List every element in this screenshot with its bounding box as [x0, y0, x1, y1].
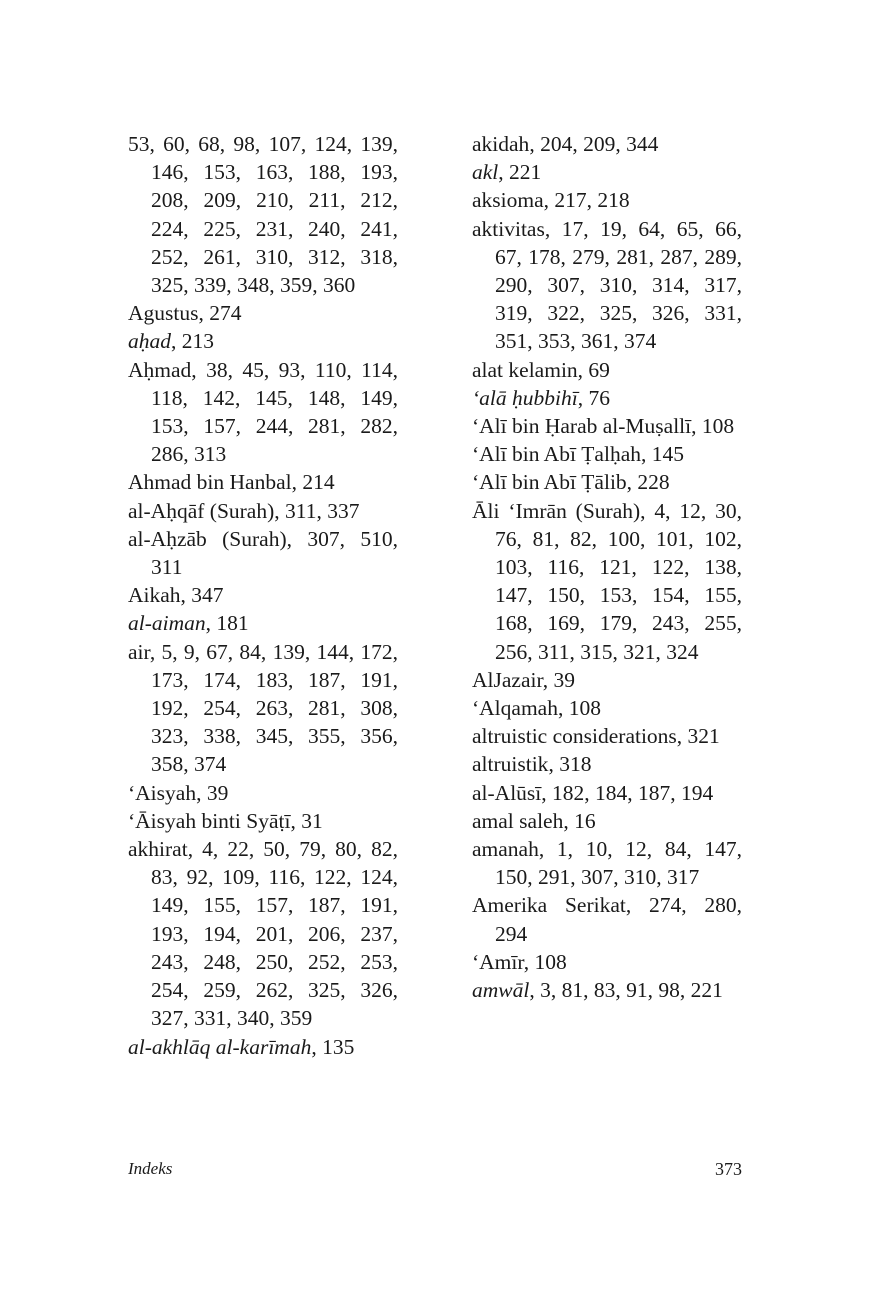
index-entry	[472, 186, 742, 214]
index-term: al-Aḥqāf (Surah)	[128, 498, 275, 523]
index-term: ‘Amīr	[472, 949, 524, 974]
index-entry	[472, 891, 742, 947]
index-term: ‘Alī bin Ḥarab al-Muṣallī	[472, 414, 692, 439]
index-term: al-aiman	[128, 611, 206, 636]
index-pages: , 182, 184, 187, 194	[541, 780, 714, 805]
index-entry	[472, 722, 742, 750]
index-term: Ahmad bin Hanbal	[128, 470, 292, 495]
index-term: al-Aḥzāb (Surah)	[128, 526, 287, 551]
index-entry	[472, 976, 742, 1004]
index-term: aksioma	[472, 188, 544, 213]
index-pages: , 39	[542, 667, 576, 692]
index-pages: , 69	[577, 357, 610, 382]
index-term: aḥad	[128, 329, 171, 354]
index-term: alat kelamin	[472, 357, 578, 382]
index-term: ‘Āisyah binti Syāṭī	[128, 808, 291, 833]
index-pages: , 1, 10, 12, 84, 147, 150, 291, 307, 310, 317	[495, 837, 742, 890]
index-entry	[472, 694, 742, 722]
index-term: altruistic considerations	[472, 724, 677, 749]
index-pages: , 217, 218	[543, 188, 630, 213]
index-pages: , 4, 22, 50, 79, 80, 82, 83, 92, 109, 116, 122, 124, 149, 155, 157, 187, 191, 193, 194, 201, 206, 237, 243, 248, 250, 252, 253, 254, 259, 262, 325, 326, 327, 331, 340, 359	[151, 837, 398, 1031]
index-entry	[128, 299, 398, 327]
index-entry	[472, 948, 742, 976]
index-entry	[128, 356, 398, 469]
index-pages: , 3, 81, 83, 91, 98, 221	[529, 978, 723, 1003]
index-pages: , 38, 45, 93, 110, 114, 118, 142, 145, 148, 149, 153, 157, 244, 281, 282, 286, 313	[151, 357, 398, 467]
index-entry	[472, 158, 742, 186]
index-term: akl	[472, 160, 499, 185]
index-pages: , 228	[626, 470, 670, 495]
index-pages: , 318	[548, 752, 592, 777]
index-entry	[128, 609, 398, 637]
index-pages: , 135	[311, 1034, 355, 1059]
index-entry	[472, 356, 742, 384]
index-term: akidah	[472, 132, 530, 156]
index-entry	[472, 412, 742, 440]
index-pages: , 39	[196, 780, 229, 805]
index-pages: , 145	[641, 442, 684, 467]
index-entry	[128, 581, 398, 609]
index-pages: , 204, 209, 344	[529, 132, 659, 156]
index-term: ‘Alī bin Abī Ṭalḥah	[472, 442, 641, 467]
index-pages: 53, 60, 68, 98, 107, 124, 139, 146, 153, 163, 188, 193, 208, 209, 210, 211, 212, 224, 225, 231, 240, 241, 252, 261, 310, 312, 318, 325, 339, 348, 359, 360	[128, 132, 398, 298]
index-term: Amerika Serikat	[472, 893, 626, 918]
index-term: AlJazair	[472, 667, 543, 692]
index-entry	[128, 835, 398, 1032]
index-entry	[128, 779, 398, 807]
index-entry	[472, 807, 742, 835]
page-number: 373	[715, 1159, 742, 1179]
index-entry	[472, 497, 742, 666]
index-entry	[128, 130, 398, 299]
index-entry	[472, 130, 742, 158]
index-entry	[472, 215, 742, 356]
index-term: amanah	[472, 837, 539, 862]
index-pages: , 108	[691, 414, 735, 439]
index-pages: , 213	[171, 329, 214, 354]
index-entry	[128, 1033, 398, 1061]
index-pages: , 311, 337	[274, 498, 360, 523]
index-pages: , 274	[198, 301, 242, 326]
index-pages: , 17, 19, 64, 65, 66, 67, 178, 279, 281, 287, 289, 290, 307, 310, 314, 317, 319, 322, 325, 326, 331, 351, 353, 361, 374	[495, 216, 742, 354]
index-entry	[472, 779, 742, 807]
index-entry	[128, 525, 398, 581]
index-entry	[128, 327, 398, 355]
index-term: amwāl	[472, 978, 530, 1003]
index-pages: , 108	[557, 696, 601, 721]
index-pages: , 16	[563, 808, 596, 833]
index-term: Āli ‘Imrān (Surah)	[472, 498, 641, 523]
index-pages: , 31	[290, 808, 323, 833]
index-column-right	[472, 130, 742, 1004]
index-pages: , 221	[498, 160, 542, 185]
index-pages: , 5, 9, 67, 84, 139, 144, 172, 173, 174, 183, 187, 191, 192, 254, 263, 281, 308, 323, 338, 345, 355, 356, 358, 374	[149, 639, 398, 777]
index-entry	[472, 835, 742, 891]
index-term: air	[128, 639, 150, 664]
index-entry	[472, 384, 742, 412]
index-term: ‘alā ḥubbihī	[472, 385, 578, 410]
index-pages: , 76	[577, 385, 610, 410]
index-entry	[128, 497, 398, 525]
index-pages: , 108	[523, 949, 567, 974]
index-pages: , 307, 510, 311	[151, 526, 398, 580]
running-footer-section: Indeks	[128, 1159, 173, 1178]
index-entry	[128, 468, 398, 496]
index-term: altruistik	[472, 752, 549, 777]
index-entry	[472, 750, 742, 778]
index-term: al-Alūsī	[472, 780, 542, 805]
index-term: aktivitas	[472, 216, 545, 241]
index-term: al-akhlāq al-karīmah	[128, 1034, 312, 1059]
index-term: ‘Alqamah	[472, 696, 558, 721]
index-term: ‘Aisyah	[128, 780, 197, 805]
index-column-left	[128, 130, 398, 1061]
index-term: Agustus	[128, 301, 199, 326]
index-pages: , 321	[676, 724, 720, 749]
index-pages: , 214	[291, 470, 335, 495]
index-entry	[472, 440, 742, 468]
index-term: Aḥmad	[128, 357, 192, 382]
index-term: ‘Alī bin Abī Ṭālib	[472, 470, 627, 495]
index-pages: , 347	[180, 583, 224, 608]
index-entry	[472, 468, 742, 496]
index-term: amal saleh	[472, 808, 564, 833]
index-term: Aikah	[128, 583, 181, 608]
index-entry	[472, 666, 742, 694]
index-pages: , 4, 12, 30, 76, 81, 82, 100, 101, 102, 103, 116, 121, 122, 138, 147, 150, 153, 154, 155, 168, 169, 179, 243, 255, 256, 311, 315, 321, 324	[495, 498, 742, 664]
index-term: akhirat	[128, 837, 188, 862]
index-entry	[128, 807, 398, 835]
index-pages: , 181	[205, 611, 249, 636]
index-entry	[128, 638, 398, 779]
index-pages: , 274, 280, 294	[495, 893, 742, 946]
